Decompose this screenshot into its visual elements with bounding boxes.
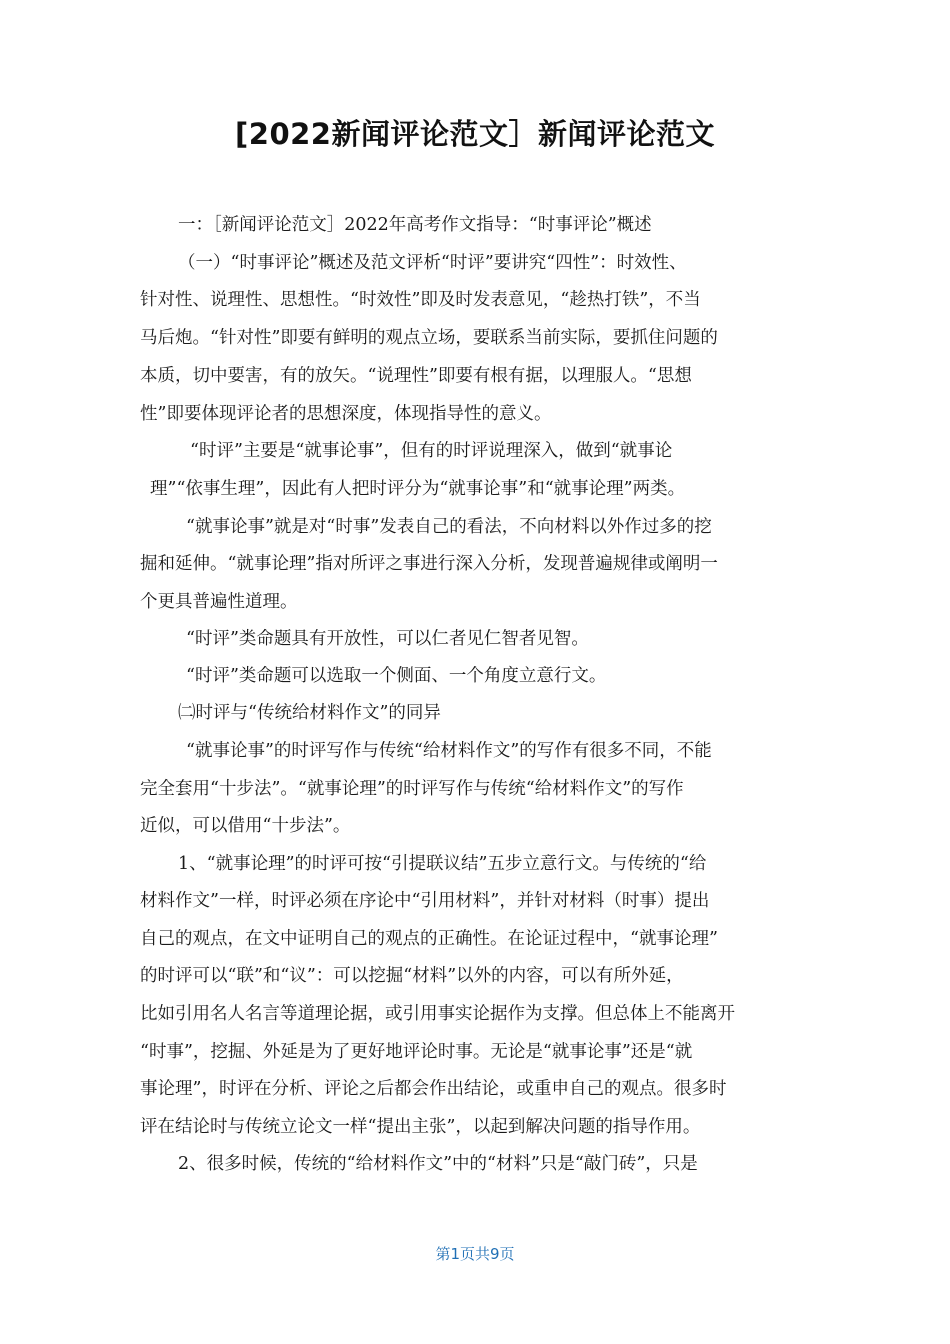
body-line: 本质，切中要害，有的放矢。“说理性”即要有根有据，以理服人。“思想 bbox=[140, 366, 692, 386]
body-line: 个更具普遍性道理。 bbox=[140, 592, 298, 612]
body-line: 针对性、说理性、思想性。“时效性”即及时发表意见，“趁热打铁”，不当 bbox=[140, 290, 701, 310]
page-footer: 第1页共9页 bbox=[435, 1245, 515, 1263]
body-line: （一）“时事评论”概述及范文评析“时评”要讲究“四性”：时效性、 bbox=[178, 253, 687, 273]
body-line: 性”即要体现评论者的思想深度，体现指导性的意义。 bbox=[140, 404, 552, 424]
document-title: [2022新闻评论范文］新闻评论范文 bbox=[235, 117, 715, 151]
body-line: 掘和延伸。“就事论理”指对所评之事进行深入分析，发现普遍规律或阐明一 bbox=[140, 554, 718, 574]
body-line: “时评”主要是“就事论事”，但有的时评说理深入，做到“就事论 bbox=[190, 441, 673, 461]
body-line: 比如引用名人名言等道理论据，或引用事实论据作为支撑。但总体上不能离开 bbox=[140, 1004, 735, 1024]
body-line: 自己的观点，在文中证明自己的观点的正确性。在论证过程中，“就事论理” bbox=[140, 929, 718, 949]
body-line: 近似，可以借用“十步法”。 bbox=[140, 816, 351, 836]
body-line: “时评”类命题可以选取一个侧面、一个角度立意行文。 bbox=[186, 666, 607, 686]
body-line: “就事论事”就是对“时事”发表自己的看法，不向材料以外作过多的挖 bbox=[186, 517, 712, 537]
body-line: 评在结论时与传统立论文一样“提出主张”，以起到解决问题的指导作用。 bbox=[140, 1117, 701, 1137]
body-line: 一：［新闻评论范文］2022年高考作文指导：“时事评论”概述 bbox=[178, 215, 652, 235]
body-line: 马后炮。“针对性”即要有鲜明的观点立场，要联系当前实际，要抓住问题的 bbox=[140, 328, 718, 348]
body-line: 事论理”，时评在分析、评论之后都会作出结论，或重申自己的观点。很多时 bbox=[140, 1079, 727, 1099]
section-heading: ㈡时评与“传统给材料作文”的同异 bbox=[178, 703, 441, 723]
body-line: 2、很多时候，传统的“给材料作文”中的“材料”只是“敲门砖”，只是 bbox=[178, 1154, 698, 1174]
body-line: 材料作文”一样，时评必须在序论中“引用材料”，并针对材料（时事）提出 bbox=[140, 891, 710, 911]
body-line: 的时评可以“联”和“议”：可以挖掘“材料”以外的内容，可以有所外延， bbox=[140, 966, 684, 986]
body-line: 完全套用“十步法”。“就事论理”的时评写作与传统“给材料作文”的写作 bbox=[140, 779, 684, 799]
body-line: “就事论事”的时评写作与传统“给材料作文”的写作有很多不同，不能 bbox=[186, 741, 712, 761]
body-line: “时评”类命题具有开放性，可以仁者见仁智者见智。 bbox=[186, 629, 589, 649]
body-line: “时事”，挖掘、外延是为了更好地评论时事。无论是“就事论事”还是“就 bbox=[140, 1042, 693, 1062]
body-line: 1、“就事论理”的时评可按“引提联议结”五步立意行文。与传统的“给 bbox=[178, 854, 707, 874]
body-line: 理”“依事生理”，因此有人把时评分为“就事论事”和“就事论理”两类。 bbox=[150, 479, 686, 499]
